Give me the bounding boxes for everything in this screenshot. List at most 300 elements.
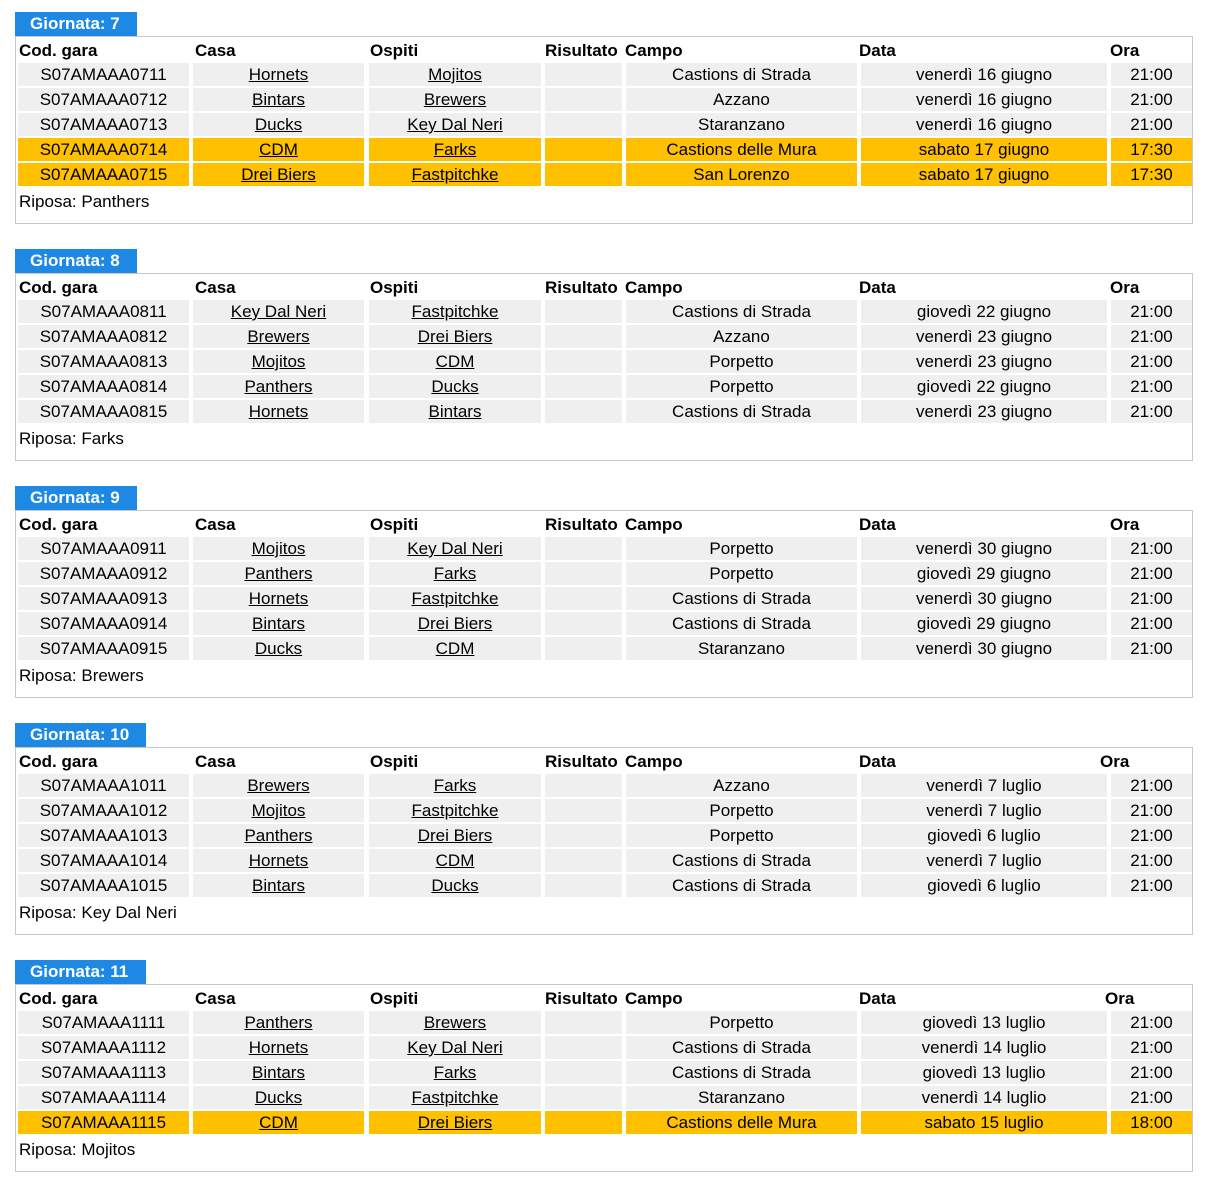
away-team-link[interactable]: Farks	[433, 140, 477, 159]
match-field: Castions di Strada	[626, 612, 857, 635]
match-date: giovedì 6 luglio	[861, 874, 1107, 897]
away-team-cell	[369, 824, 541, 847]
match-field: San Lorenzo	[626, 163, 857, 186]
match-time: 21:00	[1111, 824, 1192, 847]
away-team-link[interactable]: Drei Biers	[417, 614, 493, 633]
home-team-cell	[193, 325, 364, 348]
away-team-cell	[369, 163, 541, 186]
table-row	[18, 537, 1192, 560]
match-code: S07AMAAA0714	[18, 138, 189, 161]
away-team-link[interactable]: Farks	[433, 776, 477, 795]
home-team-link[interactable]: Hornets	[248, 402, 309, 421]
match-date: venerdì 23 giugno	[861, 400, 1107, 423]
home-team-cell	[193, 774, 364, 797]
match-time: 21:00	[1111, 325, 1192, 348]
match-field: Castions di Strada	[626, 300, 857, 323]
home-team-cell	[193, 113, 364, 136]
match-time: 21:00	[1111, 88, 1192, 111]
match-time: 21:00	[1111, 375, 1192, 398]
home-team-link[interactable]: Key Dal Neri	[230, 302, 327, 321]
home-team-link[interactable]: Ducks	[254, 639, 303, 658]
match-result	[545, 1036, 622, 1059]
match-result	[545, 375, 622, 398]
header-home: Casa	[195, 515, 236, 534]
match-field: Castions di Strada	[626, 849, 857, 872]
home-team-cell	[193, 1011, 364, 1034]
match-field: Castions di Strada	[626, 1036, 857, 1059]
match-date: venerdì 30 giugno	[861, 637, 1107, 660]
home-team-link[interactable]: Bintars	[252, 614, 305, 633]
match-result	[545, 163, 622, 186]
match-code: S07AMAAA0811	[18, 300, 189, 323]
away-team-link[interactable]: Ducks	[431, 876, 479, 895]
match-result	[545, 1061, 622, 1084]
round-title: Giornata: 11	[15, 960, 146, 984]
header-code: Cod. gara	[19, 989, 98, 1008]
table-row	[18, 350, 1192, 373]
home-team-link[interactable]: Mojitos	[251, 539, 306, 558]
home-team-cell	[193, 562, 364, 585]
match-field: Castions di Strada	[626, 400, 857, 423]
away-team-cell	[369, 1061, 541, 1084]
table-row	[18, 138, 1192, 161]
home-team-link[interactable]: Mojitos	[251, 352, 306, 371]
home-team-link[interactable]: CDM	[259, 140, 298, 159]
table-row	[18, 325, 1192, 348]
away-team-link[interactable]: Key Dal Neri	[407, 1038, 503, 1057]
header-time: Ora	[1100, 752, 1130, 771]
match-date: venerdì 23 giugno	[861, 350, 1107, 373]
match-date: venerdì 16 giugno	[861, 88, 1107, 111]
home-team-link[interactable]: Ducks	[254, 115, 303, 134]
match-result	[545, 587, 622, 610]
away-team-cell	[369, 774, 541, 797]
table-row	[18, 612, 1192, 635]
match-field: Porpetto	[626, 799, 857, 822]
match-date: sabato 17 giugno	[861, 163, 1107, 186]
home-team-link[interactable]: Panthers	[244, 564, 313, 583]
home-team-link[interactable]: CDM	[259, 1113, 298, 1132]
table-row	[18, 824, 1192, 847]
match-code: S07AMAAA1114	[18, 1086, 189, 1109]
away-team-link[interactable]: Key Dal Neri	[407, 539, 503, 558]
match-date: venerdì 16 giugno	[861, 113, 1107, 136]
match-field: Porpetto	[626, 350, 857, 373]
match-field: Castions delle Mura	[626, 1111, 857, 1134]
away-team-link[interactable]: Farks	[433, 564, 477, 583]
match-field: Porpetto	[626, 537, 857, 560]
match-date: sabato 15 luglio	[861, 1111, 1107, 1134]
away-team-cell	[369, 1086, 541, 1109]
away-team-cell	[369, 1011, 541, 1034]
match-date: giovedì 29 giugno	[861, 612, 1107, 635]
round-title: Giornata: 10	[15, 723, 146, 747]
header-date: Data	[859, 278, 896, 297]
table-row	[18, 1036, 1192, 1059]
away-team-cell	[369, 637, 541, 660]
away-team-cell	[369, 874, 541, 897]
away-team-link[interactable]: Fastpitchke	[411, 302, 499, 321]
match-date: giovedì 22 giugno	[861, 300, 1107, 323]
match-date: venerdì 16 giugno	[861, 63, 1107, 86]
match-code: S07AMAAA0915	[18, 637, 189, 660]
home-team-link[interactable]: Ducks	[254, 1088, 303, 1107]
away-team-link[interactable]: Fastpitchke	[411, 589, 499, 608]
match-time: 21:00	[1111, 562, 1192, 585]
match-time: 21:00	[1111, 874, 1192, 897]
home-team-cell	[193, 1061, 364, 1084]
match-code: S07AMAAA0713	[18, 113, 189, 136]
header-result: Risultato	[545, 41, 618, 60]
header-field: Campo	[625, 752, 683, 771]
away-team-cell	[369, 375, 541, 398]
home-team-link[interactable]: Hornets	[248, 589, 309, 608]
table-row	[18, 637, 1192, 660]
header-code: Cod. gara	[19, 515, 98, 534]
match-code: S07AMAAA0715	[18, 163, 189, 186]
match-time: 21:00	[1111, 113, 1192, 136]
away-team-link[interactable]: Drei Biers	[417, 327, 493, 346]
away-team-cell	[369, 325, 541, 348]
round-section	[15, 12, 1193, 227]
match-code: S07AMAAA0911	[18, 537, 189, 560]
round-section	[15, 249, 1193, 464]
schedule-table	[15, 36, 1193, 224]
home-team-link[interactable]: Panthers	[244, 1013, 313, 1032]
home-team-cell	[193, 1036, 364, 1059]
away-team-cell	[369, 537, 541, 560]
match-result	[545, 537, 622, 560]
match-result	[545, 637, 622, 660]
table-row	[18, 1111, 1192, 1134]
away-team-cell	[369, 799, 541, 822]
match-date: venerdì 30 giugno	[861, 537, 1107, 560]
table-row	[18, 400, 1192, 423]
header-result: Risultato	[545, 752, 618, 771]
rest-note: Riposa: Panthers	[19, 192, 150, 211]
match-code: S07AMAAA1014	[18, 849, 189, 872]
away-team-cell	[369, 1111, 541, 1134]
home-team-link[interactable]: Bintars	[252, 90, 305, 109]
table-row	[18, 774, 1192, 797]
match-result	[545, 824, 622, 847]
rest-note: Riposa: Brewers	[19, 666, 144, 685]
home-team-cell	[193, 587, 364, 610]
away-team-link[interactable]: CDM	[435, 352, 475, 371]
match-time: 17:30	[1111, 138, 1192, 161]
match-time: 17:30	[1111, 163, 1192, 186]
table-header	[16, 37, 1192, 62]
home-team-cell	[193, 350, 364, 373]
match-time: 21:00	[1111, 587, 1192, 610]
match-date: giovedì 13 luglio	[861, 1011, 1107, 1034]
table-row	[18, 163, 1192, 186]
away-team-link[interactable]: CDM	[435, 851, 475, 870]
match-code: S07AMAAA0914	[18, 612, 189, 635]
home-team-cell	[193, 300, 364, 323]
away-team-cell	[369, 587, 541, 610]
home-team-link[interactable]: Panthers	[244, 377, 313, 396]
home-team-cell	[193, 138, 364, 161]
home-team-link[interactable]: Hornets	[248, 851, 309, 870]
match-result	[545, 799, 622, 822]
rest-note: Riposa: Mojitos	[19, 1140, 136, 1159]
home-team-link[interactable]: Hornets	[248, 1038, 309, 1057]
match-time: 21:00	[1111, 350, 1192, 373]
match-date: venerdì 30 giugno	[861, 587, 1107, 610]
match-field: Staranzano	[626, 637, 857, 660]
match-date: giovedì 13 luglio	[861, 1061, 1107, 1084]
match-time: 18:00	[1111, 1111, 1192, 1134]
match-field: Staranzano	[626, 1086, 857, 1109]
match-result	[545, 1111, 622, 1134]
round-title: Giornata: 7	[15, 12, 137, 36]
rest-note: Riposa: Farks	[19, 429, 124, 448]
match-date: sabato 17 giugno	[861, 138, 1107, 161]
match-date: venerdì 7 luglio	[861, 774, 1107, 797]
match-time: 21:00	[1111, 537, 1192, 560]
match-time: 21:00	[1111, 1061, 1192, 1084]
match-code: S07AMAAA1012	[18, 799, 189, 822]
table-row	[18, 1061, 1192, 1084]
home-team-link[interactable]: Brewers	[247, 327, 310, 346]
match-time: 21:00	[1111, 1011, 1192, 1034]
header-field: Campo	[625, 515, 683, 534]
home-team-link[interactable]: Bintars	[252, 1063, 305, 1082]
home-team-cell	[193, 637, 364, 660]
match-time: 21:00	[1111, 300, 1192, 323]
table-row	[18, 849, 1192, 872]
away-team-cell	[369, 350, 541, 373]
match-result	[545, 138, 622, 161]
table-row	[18, 375, 1192, 398]
match-field: Castions di Strada	[626, 63, 857, 86]
schedule-table	[15, 273, 1193, 461]
away-team-link[interactable]: Drei Biers	[417, 1113, 493, 1132]
home-team-cell	[193, 1111, 364, 1134]
match-code: S07AMAAA0711	[18, 63, 189, 86]
away-team-cell	[369, 88, 541, 111]
table-row	[18, 1011, 1192, 1034]
match-code: S07AMAAA1013	[18, 824, 189, 847]
match-result	[545, 400, 622, 423]
match-code: S07AMAAA1115	[18, 1111, 189, 1134]
home-team-link[interactable]: Drei Biers	[241, 165, 316, 184]
home-team-cell	[193, 63, 364, 86]
header-code: Cod. gara	[19, 278, 98, 297]
match-date: venerdì 14 luglio	[861, 1086, 1107, 1109]
away-team-cell	[369, 562, 541, 585]
round-title: Giornata: 9	[15, 486, 137, 510]
match-field: Castions di Strada	[626, 1061, 857, 1084]
match-code: S07AMAAA1113	[18, 1061, 189, 1084]
match-result	[545, 88, 622, 111]
header-date: Data	[859, 989, 896, 1008]
home-team-cell	[193, 1086, 364, 1109]
away-team-link[interactable]: Bintars	[428, 402, 482, 421]
home-team-cell	[193, 824, 364, 847]
match-date: venerdì 23 giugno	[861, 325, 1107, 348]
match-code: S07AMAAA0712	[18, 88, 189, 111]
away-team-link[interactable]: Mojitos	[428, 65, 482, 84]
table-header	[16, 511, 1192, 536]
match-date: venerdì 14 luglio	[861, 1036, 1107, 1059]
match-field: Azzano	[626, 325, 857, 348]
match-field: Azzano	[626, 88, 857, 111]
match-code: S07AMAAA1015	[18, 874, 189, 897]
away-team-link[interactable]: Fastpitchke	[411, 1088, 499, 1107]
match-result	[545, 612, 622, 635]
table-row	[18, 587, 1192, 610]
table-row	[18, 88, 1192, 111]
header-time: Ora	[1105, 989, 1135, 1008]
away-team-link[interactable]: CDM	[435, 639, 475, 658]
round-title: Giornata: 8	[15, 249, 137, 273]
match-result	[545, 113, 622, 136]
match-result	[545, 1011, 622, 1034]
table-row	[18, 63, 1192, 86]
header-away: Ospiti	[370, 989, 419, 1008]
match-time: 21:00	[1111, 1036, 1192, 1059]
home-team-cell	[193, 163, 364, 186]
match-field: Porpetto	[626, 375, 857, 398]
away-team-cell	[369, 400, 541, 423]
table-header	[16, 748, 1192, 773]
away-team-link[interactable]: Ducks	[431, 377, 479, 396]
match-result	[545, 350, 622, 373]
away-team-cell	[369, 138, 541, 161]
away-team-cell	[369, 300, 541, 323]
home-team-link[interactable]: Brewers	[247, 776, 310, 795]
match-result	[545, 63, 622, 86]
round-section	[15, 960, 1193, 1175]
match-time: 21:00	[1111, 849, 1192, 872]
round-section	[15, 486, 1193, 701]
match-time: 21:00	[1111, 799, 1192, 822]
match-code: S07AMAAA1111	[18, 1011, 189, 1034]
match-field: Azzano	[626, 774, 857, 797]
schedule-table	[15, 984, 1193, 1172]
away-team-link[interactable]: Fastpitchke	[411, 801, 499, 820]
away-team-link[interactable]: Fastpitchke	[411, 165, 499, 184]
table-row	[18, 113, 1192, 136]
match-time: 21:00	[1111, 612, 1192, 635]
home-team-cell	[193, 537, 364, 560]
away-team-link[interactable]: Farks	[433, 1063, 477, 1082]
header-home: Casa	[195, 989, 236, 1008]
away-team-link[interactable]: Brewers	[423, 90, 487, 109]
away-team-cell	[369, 612, 541, 635]
table-row	[18, 300, 1192, 323]
header-home: Casa	[195, 752, 236, 771]
match-result	[545, 849, 622, 872]
away-team-cell	[369, 63, 541, 86]
match-result	[545, 774, 622, 797]
match-time: 21:00	[1111, 63, 1192, 86]
away-team-link[interactable]: Brewers	[423, 1013, 487, 1032]
match-result	[545, 325, 622, 348]
match-date: giovedì 22 giugno	[861, 375, 1107, 398]
away-team-link[interactable]: Key Dal Neri	[407, 115, 503, 134]
match-time: 21:00	[1111, 400, 1192, 423]
header-date: Data	[859, 752, 896, 771]
schedule-table	[15, 510, 1193, 698]
match-date: venerdì 7 luglio	[861, 799, 1107, 822]
match-result	[545, 300, 622, 323]
home-team-cell	[193, 88, 364, 111]
table-row	[18, 1086, 1192, 1109]
match-code: S07AMAAA0813	[18, 350, 189, 373]
home-team-cell	[193, 612, 364, 635]
match-code: S07AMAAA0812	[18, 325, 189, 348]
match-field: Porpetto	[626, 562, 857, 585]
header-field: Campo	[625, 41, 683, 60]
match-code: S07AMAAA1112	[18, 1036, 189, 1059]
header-home: Casa	[195, 41, 236, 60]
home-team-link[interactable]: Panthers	[244, 826, 313, 845]
home-team-cell	[193, 874, 364, 897]
match-result	[545, 874, 622, 897]
table-header	[16, 985, 1192, 1010]
header-code: Cod. gara	[19, 41, 98, 60]
header-field: Campo	[625, 989, 683, 1008]
away-team-link[interactable]: Drei Biers	[417, 826, 493, 845]
rest-note: Riposa: Key Dal Neri	[19, 903, 177, 922]
header-result: Risultato	[545, 989, 618, 1008]
header-away: Ospiti	[370, 752, 419, 771]
match-code: S07AMAAA0912	[18, 562, 189, 585]
home-team-cell	[193, 849, 364, 872]
away-team-cell	[369, 849, 541, 872]
match-field: Castions delle Mura	[626, 138, 857, 161]
match-field: Castions di Strada	[626, 587, 857, 610]
match-date: venerdì 7 luglio	[861, 849, 1107, 872]
header-home: Casa	[195, 278, 236, 297]
header-time: Ora	[1110, 278, 1140, 297]
schedule-table	[15, 747, 1193, 935]
match-result	[545, 562, 622, 585]
header-result: Risultato	[545, 278, 618, 297]
match-field: Porpetto	[626, 1011, 857, 1034]
match-time: 21:00	[1111, 637, 1192, 660]
header-field: Campo	[625, 278, 683, 297]
home-team-link[interactable]: Hornets	[248, 65, 309, 84]
away-team-cell	[369, 113, 541, 136]
header-away: Ospiti	[370, 515, 419, 534]
match-field: Staranzano	[626, 113, 857, 136]
match-code: S07AMAAA1011	[18, 774, 189, 797]
header-time: Ora	[1110, 41, 1140, 60]
home-team-cell	[193, 799, 364, 822]
match-code: S07AMAAA0814	[18, 375, 189, 398]
table-row	[18, 799, 1192, 822]
header-time: Ora	[1110, 515, 1140, 534]
home-team-link[interactable]: Bintars	[252, 876, 305, 895]
match-date: giovedì 29 giugno	[861, 562, 1107, 585]
header-date: Data	[859, 41, 896, 60]
header-code: Cod. gara	[19, 752, 98, 771]
match-date: giovedì 6 luglio	[861, 824, 1107, 847]
match-field: Castions di Strada	[626, 874, 857, 897]
header-away: Ospiti	[370, 278, 419, 297]
home-team-cell	[193, 375, 364, 398]
round-section	[15, 723, 1193, 938]
home-team-link[interactable]: Mojitos	[251, 801, 306, 820]
match-field: Porpetto	[626, 824, 857, 847]
match-code: S07AMAAA0913	[18, 587, 189, 610]
match-time: 21:00	[1111, 1086, 1192, 1109]
table-header	[16, 274, 1192, 299]
